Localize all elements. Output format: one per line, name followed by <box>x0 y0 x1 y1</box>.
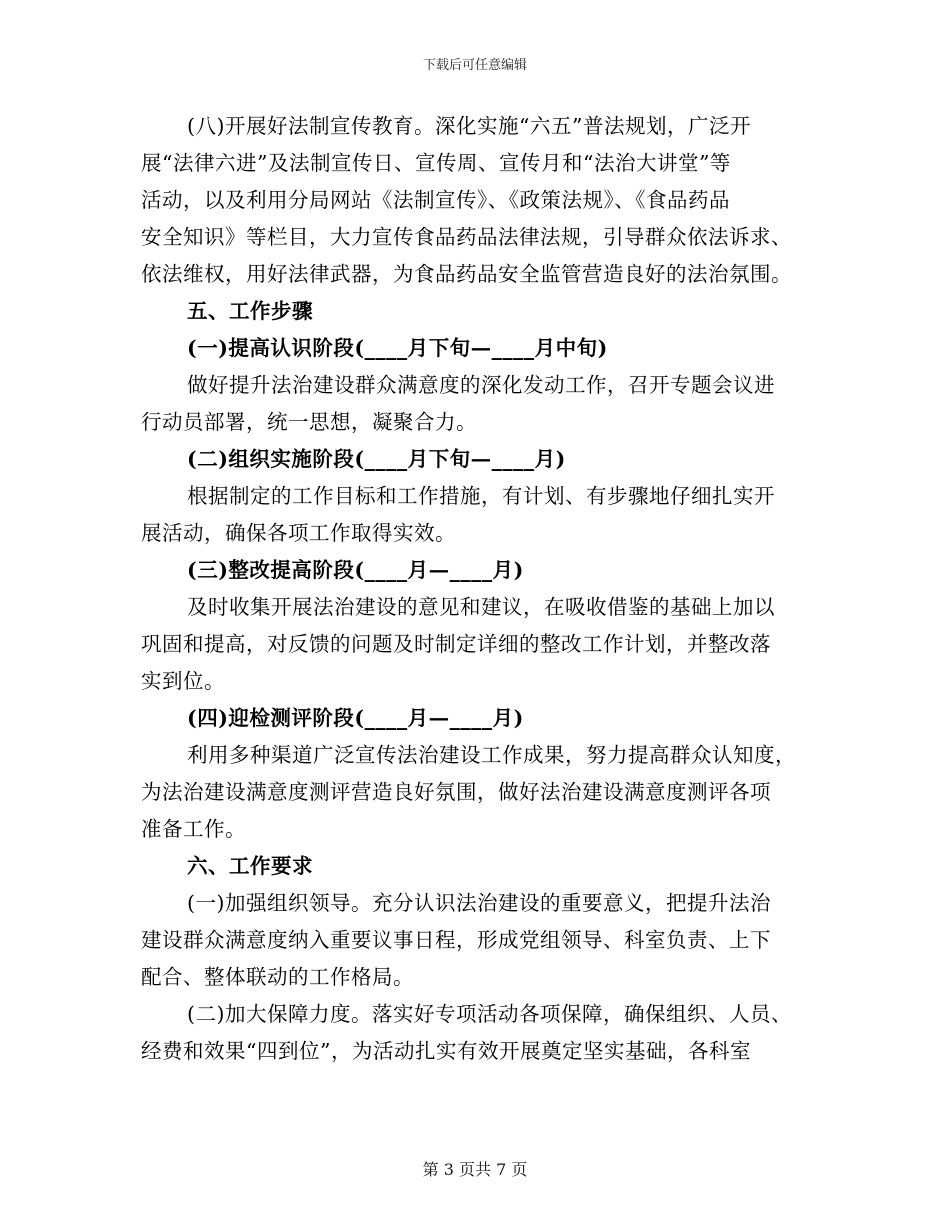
text-line: (二)加大保障力度。落实好专项活动各项保障，确保组织、人员、 <box>187 1002 792 1026</box>
text-line: 展活动，确保各项工作取得实效。 <box>141 521 456 545</box>
text-line: 建设群众满意度纳入重要议事日程，形成党组领导、科室负责、上下 <box>141 928 771 952</box>
text-line: 为法治建设满意度测评营造良好氛围，做好法治建设满意度测评各项 <box>141 780 771 804</box>
text-line: 安全知识》等栏目，大力宣传食品药品法律法规，引导群众依法诉求、 <box>141 225 792 249</box>
section-heading: 六、工作要求 <box>187 854 313 878</box>
text-line: 依法维权，用好法律武器，为食品药品安全监管营造良好的法治氛围。 <box>141 262 792 286</box>
text-line: (一)加强组织领导。充分认识法治建设的重要意义，把提升法治 <box>187 891 771 915</box>
text-line: 巩固和提高，对反馈的问题及时制定详细的整改工作计划，并整改落 <box>141 632 771 656</box>
text-line: 及时收集开展法治建设的意见和建议，在吸收借鉴的基础上加以 <box>187 595 775 619</box>
text-line: 展“法律六进”及法制宣传日、宣传周、宣传月和“法治大讲堂”等 <box>141 151 731 175</box>
text-line: 活动，以及利用分局网站《法制宣传》、《政策法规》、《食品药品 <box>141 188 730 212</box>
text-line: 实到位。 <box>141 669 225 693</box>
page-header: 下载后可任意编辑 <box>422 58 527 73</box>
document-body <box>141 108 806 1070</box>
section-heading: 五、工作步骤 <box>187 299 313 323</box>
text-line: 做好提升法治建设群众满意度的深化发动工作，召开专题会议进 <box>187 373 775 397</box>
subsection-heading: (二)组织实施阶段(____月下旬—____月) <box>187 447 566 471</box>
text-line: 行动员部署，统一思想，凝聚合力。 <box>141 410 477 434</box>
page-footer: 第 3 页共 7 页 <box>422 1160 528 1179</box>
subsection-heading: (一)提高认识阶段(____月下旬—____月中旬) <box>187 336 608 360</box>
subsection-heading: (四)迎检测评阶段(____月—____月) <box>187 706 524 730</box>
text-line: 利用多种渠道广泛宣传法治建设工作成果，努力提高群众认知度， <box>187 743 796 767</box>
text-line: 经费和效果“四到位”，为活动扎实有效开展奠定坚实基础，各科室 <box>141 1039 751 1063</box>
text-line: 准备工作。 <box>141 817 246 841</box>
text-line: (八)开展好法制宣传教育。深化实施“六五”普法规划，广泛开 <box>187 114 751 138</box>
text-line: 配合、整体联动的工作格局。 <box>141 965 414 989</box>
text-line: 根据制定的工作目标和工作措施，有计划、有步骤地仔细扎实开 <box>187 484 775 508</box>
subsection-heading: (三)整改提高阶段(____月—____月) <box>187 558 524 582</box>
